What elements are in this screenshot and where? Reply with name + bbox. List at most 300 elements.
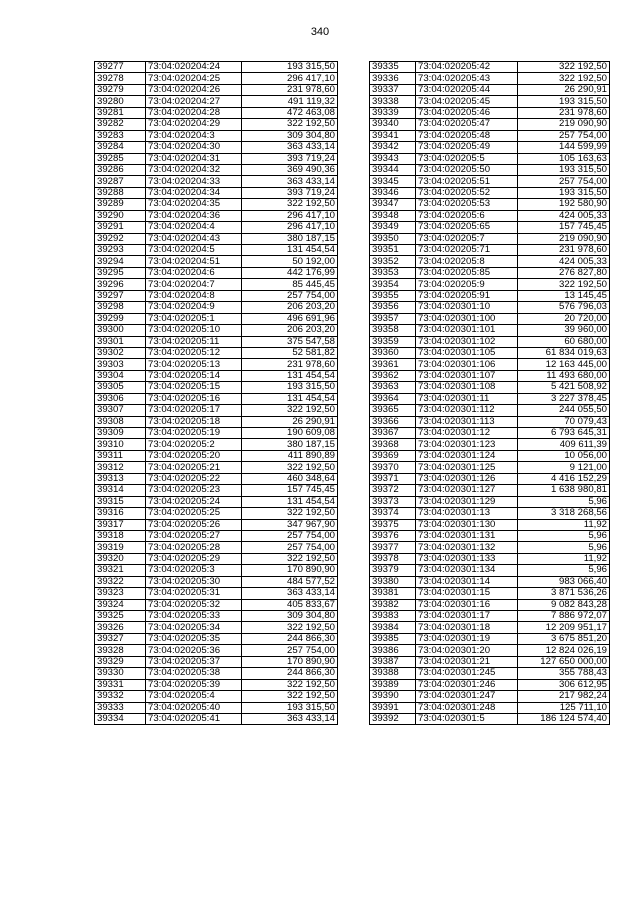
cadastral-value-cell: 157 745,45 [242,485,338,496]
cadastral-value-cell: 144 599,99 [518,142,610,153]
cadastral-value-cell: 5,96 [518,496,610,507]
table-row [370,679,610,690]
cadastral-value-cell: 309 304,80 [242,611,338,622]
cadastral-value-cell: 375 547,58 [242,336,338,347]
row-number-cell: 39361 [370,359,416,370]
row-number-cell: 39370 [370,462,416,473]
cadastral-number-cell: 73:04:020301:21 [416,656,518,667]
cadastral-number-cell: 73:04:020205:12 [146,347,242,358]
cadastral-number-cell: 73:04:020301:107 [416,370,518,381]
table-row [370,290,610,301]
cadastral-number-cell: 73:04:020204:29 [146,119,242,130]
table-row [370,142,610,153]
row-number-cell: 39338 [370,96,416,107]
cadastral-value-cell: 411 890,89 [242,450,338,461]
cadastral-number-cell: 73:04:020205:29 [146,553,242,564]
row-number-cell: 39318 [95,530,146,541]
row-number-cell: 39317 [95,519,146,530]
cadastral-number-cell: 73:04:020205:6 [416,210,518,221]
row-number-cell: 39328 [95,645,146,656]
cadastral-number-cell: 73:04:020301:100 [416,313,518,324]
cadastral-value-cell: 296 417,10 [242,222,338,233]
table-row [95,565,338,576]
table-row [370,702,610,713]
cadastral-value-cell: 363 433,14 [242,713,338,724]
row-number-cell: 39372 [370,485,416,496]
cadastral-number-cell: 73:04:020301:106 [416,359,518,370]
cadastral-number-cell: 73:04:020204:5 [146,245,242,256]
cadastral-number-cell: 73:04:020301:12 [416,428,518,439]
row-number-cell: 39351 [370,245,416,256]
row-number-cell: 39377 [370,542,416,553]
row-number-cell: 39300 [95,325,146,336]
table-row [370,668,610,679]
cadastral-value-cell: 1 638 980,81 [518,485,610,496]
table-row [370,347,610,358]
cadastral-value-cell: 12 824 026,19 [518,645,610,656]
cadastral-number-cell: 73:04:020204:3 [146,130,242,141]
table-row [95,130,338,141]
table-row [370,450,610,461]
row-number-cell: 39294 [95,256,146,267]
cadastral-value-cell: 496 691,96 [242,313,338,324]
cadastral-number-cell: 73:04:020301:102 [416,336,518,347]
cadastral-value-cell: 296 417,10 [242,210,338,221]
cadastral-value-cell: 9 121,00 [518,462,610,473]
table-row [370,267,610,278]
table-row [95,588,338,599]
row-number-cell: 39379 [370,565,416,576]
cadastral-number-cell: 73:04:020205:40 [146,702,242,713]
row-number-cell: 39310 [95,439,146,450]
cadastral-number-cell: 73:04:020301:129 [416,496,518,507]
cadastral-number-cell: 73:04:020205:44 [416,84,518,95]
table-row [95,656,338,667]
row-number-cell: 39316 [95,508,146,519]
row-number-cell: 39382 [370,599,416,610]
row-number-cell: 39336 [370,73,416,84]
table-row [95,290,338,301]
table-row [370,222,610,233]
row-number-cell: 39360 [370,347,416,358]
table-row [95,210,338,221]
row-number-cell: 39387 [370,656,416,667]
table-row [370,84,610,95]
table-row [95,245,338,256]
cadastral-value-cell: 217 982,24 [518,691,610,702]
cadastral-number-cell: 73:04:020205:36 [146,645,242,656]
cadastral-value-cell: 296 417,10 [242,73,338,84]
table-row [95,508,338,519]
cadastral-value-cell: 20 720,00 [518,313,610,324]
row-number-cell: 39291 [95,222,146,233]
cadastral-number-cell: 73:04:020204:27 [146,96,242,107]
table-row [370,313,610,324]
cadastral-value-cell: 60 680,00 [518,336,610,347]
row-number-cell: 39309 [95,428,146,439]
row-number-cell: 39296 [95,279,146,290]
table-row [95,553,338,564]
table-row [370,164,610,175]
cadastral-number-cell: 73:04:020205:34 [146,622,242,633]
cadastral-value-cell: 322 192,50 [242,553,338,564]
cadastral-number-cell: 73:04:020204:43 [146,233,242,244]
cadastral-number-cell: 73:04:020204:36 [146,210,242,221]
cadastral-number-cell: 73:04:020301:20 [416,645,518,656]
row-number-cell: 39278 [95,73,146,84]
table-row [95,176,338,187]
table-row [95,599,338,610]
cadastral-value-cell: 322 192,50 [518,62,610,73]
cadastral-value-cell: 484 577,52 [242,576,338,587]
row-number-cell: 39306 [95,393,146,404]
row-number-cell: 39366 [370,416,416,427]
table-row [370,405,610,416]
table-row [370,325,610,336]
cadastral-number-cell: 73:04:020205:1 [146,313,242,324]
cadastral-value-cell: 276 827,80 [518,267,610,278]
row-number-cell: 39389 [370,679,416,690]
row-number-cell: 39381 [370,588,416,599]
register-table-left-body [95,62,338,725]
table-row [95,73,338,84]
row-number-cell: 39287 [95,176,146,187]
table-row [370,199,610,210]
cadastral-number-cell: 73:04:020205:10 [146,325,242,336]
table-row [95,439,338,450]
table-row [95,530,338,541]
cadastral-number-cell: 73:04:020301:101 [416,325,518,336]
cadastral-value-cell: 5,96 [518,565,610,576]
cadastral-value-cell: 52 581,82 [242,347,338,358]
row-number-cell: 39369 [370,450,416,461]
cadastral-number-cell: 73:04:020301:10 [416,302,518,313]
cadastral-value-cell: 131 454,54 [242,245,338,256]
cadastral-value-cell: 219 090,90 [518,119,610,130]
cadastral-value-cell: 4 416 152,29 [518,473,610,484]
row-number-cell: 39348 [370,210,416,221]
table-row [370,62,610,73]
cadastral-value-cell: 39 960,00 [518,325,610,336]
cadastral-number-cell: 73:04:020301:13 [416,508,518,519]
cadastral-value-cell: 347 967,90 [242,519,338,530]
table-row [95,279,338,290]
row-number-cell: 39352 [370,256,416,267]
row-number-cell: 39321 [95,565,146,576]
cadastral-number-cell: 73:04:020301:125 [416,462,518,473]
cadastral-value-cell: 442 176,99 [242,267,338,278]
cadastral-number-cell: 73:04:020301:133 [416,553,518,564]
table-row [370,462,610,473]
cadastral-number-cell: 73:04:020301:113 [416,416,518,427]
row-number-cell: 39293 [95,245,146,256]
cadastral-number-cell: 73:04:020205:20 [146,450,242,461]
row-number-cell: 39358 [370,325,416,336]
row-number-cell: 39323 [95,588,146,599]
cadastral-value-cell: 322 192,50 [242,462,338,473]
cadastral-number-cell: 73:04:020204:33 [146,176,242,187]
table-row [370,656,610,667]
cadastral-number-cell: 73:04:020301:17 [416,611,518,622]
cadastral-value-cell: 193 315,50 [242,382,338,393]
cadastral-number-cell: 73:04:020204:31 [146,153,242,164]
row-number-cell: 39282 [95,119,146,130]
cadastral-number-cell: 73:04:020205:38 [146,668,242,679]
table-row [95,576,338,587]
cadastral-value-cell: 409 611,39 [518,439,610,450]
cadastral-value-cell: 206 203,20 [242,325,338,336]
table-row [95,382,338,393]
cadastral-value-cell: 3 871 536,26 [518,588,610,599]
cadastral-value-cell: 231 978,60 [518,245,610,256]
cadastral-value-cell: 363 433,14 [242,588,338,599]
table-row [95,359,338,370]
cadastral-number-cell: 73:04:020301:246 [416,679,518,690]
cadastral-number-cell: 73:04:020301:16 [416,599,518,610]
cadastral-value-cell: 322 192,50 [518,279,610,290]
cadastral-value-cell: 491 119,32 [242,96,338,107]
table-row [370,633,610,644]
table-row [95,496,338,507]
cadastral-number-cell: 73:04:020205:47 [416,119,518,130]
cadastral-value-cell: 257 754,00 [242,530,338,541]
cadastral-value-cell: 369 490,36 [242,164,338,175]
row-number-cell: 39368 [370,439,416,450]
cadastral-value-cell: 424 005,33 [518,256,610,267]
table-row [95,622,338,633]
table-row [370,713,610,724]
row-number-cell: 39311 [95,450,146,461]
table-row [95,84,338,95]
cadastral-number-cell: 73:04:020205:43 [416,73,518,84]
row-number-cell: 39313 [95,473,146,484]
cadastral-value-cell: 322 192,50 [242,691,338,702]
cadastral-number-cell: 73:04:020301:11 [416,393,518,404]
cadastral-value-cell: 186 124 574,40 [518,713,610,724]
table-row [370,496,610,507]
row-number-cell: 39347 [370,199,416,210]
table-row [370,553,610,564]
row-number-cell: 39340 [370,119,416,130]
cadastral-number-cell: 73:04:020301:248 [416,702,518,713]
cadastral-number-cell: 73:04:020205:32 [146,599,242,610]
table-row [95,393,338,404]
cadastral-value-cell: 322 192,50 [242,119,338,130]
cadastral-number-cell: 73:04:020204:35 [146,199,242,210]
cadastral-number-cell: 73:04:020205:18 [146,416,242,427]
table-row [370,336,610,347]
row-number-cell: 39324 [95,599,146,610]
cadastral-number-cell: 73:04:020205:31 [146,588,242,599]
cadastral-number-cell: 73:04:020205:2 [146,439,242,450]
cadastral-value-cell: 61 834 019,63 [518,347,610,358]
row-number-cell: 39344 [370,164,416,175]
table-row [95,645,338,656]
table-row [95,347,338,358]
cadastral-value-cell: 257 754,00 [242,645,338,656]
cadastral-number-cell: 73:04:020205:3 [146,565,242,576]
cadastral-value-cell: 257 754,00 [242,290,338,301]
cadastral-value-cell: 11,92 [518,553,610,564]
cadastral-number-cell: 73:04:020205:15 [146,382,242,393]
cadastral-number-cell: 73:04:020204:9 [146,302,242,313]
cadastral-value-cell: 983 066,40 [518,576,610,587]
row-number-cell: 39334 [95,713,146,724]
table-row [95,428,338,439]
row-number-cell: 39292 [95,233,146,244]
row-number-cell: 39365 [370,405,416,416]
row-number-cell: 39380 [370,576,416,587]
cadastral-number-cell: 73:04:020301:123 [416,439,518,450]
cadastral-value-cell: 50 192,00 [242,256,338,267]
row-number-cell: 39357 [370,313,416,324]
row-number-cell: 39329 [95,656,146,667]
table-row [95,485,338,496]
row-number-cell: 39301 [95,336,146,347]
cadastral-number-cell: 73:04:020301:245 [416,668,518,679]
cadastral-number-cell: 73:04:020204:34 [146,187,242,198]
cadastral-number-cell: 73:04:020205:39 [146,679,242,690]
cadastral-value-cell: 244 055,50 [518,405,610,416]
cadastral-value-cell: 309 304,80 [242,130,338,141]
row-number-cell: 39297 [95,290,146,301]
table-row [370,508,610,519]
cadastral-number-cell: 73:04:020204:26 [146,84,242,95]
table-row [95,713,338,724]
cadastral-value-cell: 206 203,20 [242,302,338,313]
row-number-cell: 39341 [370,130,416,141]
cadastral-value-cell: 355 788,43 [518,668,610,679]
table-row [370,73,610,84]
cadastral-value-cell: 131 454,54 [242,496,338,507]
table-row [95,611,338,622]
table-row [95,633,338,644]
row-number-cell: 39283 [95,130,146,141]
row-number-cell: 39371 [370,473,416,484]
table-row [370,519,610,530]
cadastral-value-cell: 231 978,60 [518,107,610,118]
row-number-cell: 39332 [95,691,146,702]
cadastral-number-cell: 73:04:020205:19 [146,428,242,439]
page-number: 340 [310,26,330,38]
table-row [370,485,610,496]
table-row [95,691,338,702]
cadastral-value-cell: 576 796,03 [518,302,610,313]
cadastral-value-cell: 7 886 972,07 [518,611,610,622]
cadastral-number-cell: 73:04:020205:25 [146,508,242,519]
table-row [370,279,610,290]
cadastral-number-cell: 73:04:020301:126 [416,473,518,484]
cadastral-value-cell: 3 227 378,45 [518,393,610,404]
cadastral-value-cell: 363 433,14 [242,142,338,153]
table-row [95,164,338,175]
cadastral-number-cell: 73:04:020205:65 [416,222,518,233]
row-number-cell: 39373 [370,496,416,507]
row-number-cell: 39384 [370,622,416,633]
cadastral-value-cell: 131 454,54 [242,370,338,381]
cadastral-value-cell: 13 145,45 [518,290,610,301]
table-row [95,405,338,416]
table-row [95,702,338,713]
cadastral-number-cell: 73:04:020205:71 [416,245,518,256]
row-number-cell: 39320 [95,553,146,564]
cadastral-number-cell: 73:04:020205:33 [146,611,242,622]
table-row [95,62,338,73]
cadastral-value-cell: 257 754,00 [518,130,610,141]
cadastral-number-cell: 73:04:020205:23 [146,485,242,496]
table-row [370,611,610,622]
cadastral-value-cell: 157 745,45 [518,222,610,233]
cadastral-number-cell: 73:04:020205:26 [146,519,242,530]
cadastral-number-cell: 73:04:020301:130 [416,519,518,530]
row-number-cell: 39319 [95,542,146,553]
row-number-cell: 39290 [95,210,146,221]
table-row [370,130,610,141]
cadastral-value-cell: 193 315,50 [518,164,610,175]
cadastral-value-cell: 131 454,54 [242,393,338,404]
table-row [370,473,610,484]
cadastral-number-cell: 73:04:020205:51 [416,176,518,187]
row-number-cell: 39331 [95,679,146,690]
cadastral-number-cell: 73:04:020301:127 [416,485,518,496]
cadastral-value-cell: 380 187,15 [242,233,338,244]
cadastral-number-cell: 73:04:020205:41 [146,713,242,724]
cadastral-value-cell: 193 315,50 [242,62,338,73]
row-number-cell: 39279 [95,84,146,95]
table-row [95,370,338,381]
cadastral-number-cell: 73:04:020204:51 [146,256,242,267]
row-number-cell: 39325 [95,611,146,622]
cadastral-number-cell: 73:04:020301:108 [416,382,518,393]
row-number-cell: 39285 [95,153,146,164]
table-row [95,542,338,553]
cadastral-number-cell: 73:04:020205:28 [146,542,242,553]
cadastral-number-cell: 73:04:020205:11 [146,336,242,347]
table-row [95,222,338,233]
cadastral-value-cell: 393 719,24 [242,187,338,198]
cadastral-number-cell: 73:04:020301:132 [416,542,518,553]
cadastral-value-cell: 26 290,91 [518,84,610,95]
cadastral-value-cell: 472 463,08 [242,107,338,118]
cadastral-value-cell: 192 580,90 [518,199,610,210]
cadastral-number-cell: 73:04:020301:105 [416,347,518,358]
table-row [95,450,338,461]
cadastral-value-cell: 231 978,60 [242,359,338,370]
table-row [370,416,610,427]
table-row [370,153,610,164]
table-row [370,176,610,187]
table-row [370,233,610,244]
cadastral-value-cell: 6 793 645,31 [518,428,610,439]
table-row [95,233,338,244]
cadastral-value-cell: 11 493 680,00 [518,370,610,381]
row-number-cell: 39350 [370,233,416,244]
cadastral-value-cell: 26 290,91 [242,416,338,427]
row-number-cell: 39286 [95,164,146,175]
cadastral-number-cell: 73:04:020204:4 [146,222,242,233]
cadastral-value-cell: 322 192,50 [518,73,610,84]
cadastral-value-cell: 380 187,15 [242,439,338,450]
table-row [370,599,610,610]
cadastral-value-cell: 3 318 268,56 [518,508,610,519]
cadastral-number-cell: 73:04:020301:112 [416,405,518,416]
cadastral-number-cell: 73:04:020205:21 [146,462,242,473]
row-number-cell: 39375 [370,519,416,530]
row-number-cell: 39386 [370,645,416,656]
table-row [370,622,610,633]
cadastral-value-cell: 257 754,00 [242,542,338,553]
cadastral-number-cell: 73:04:020205:8 [416,256,518,267]
